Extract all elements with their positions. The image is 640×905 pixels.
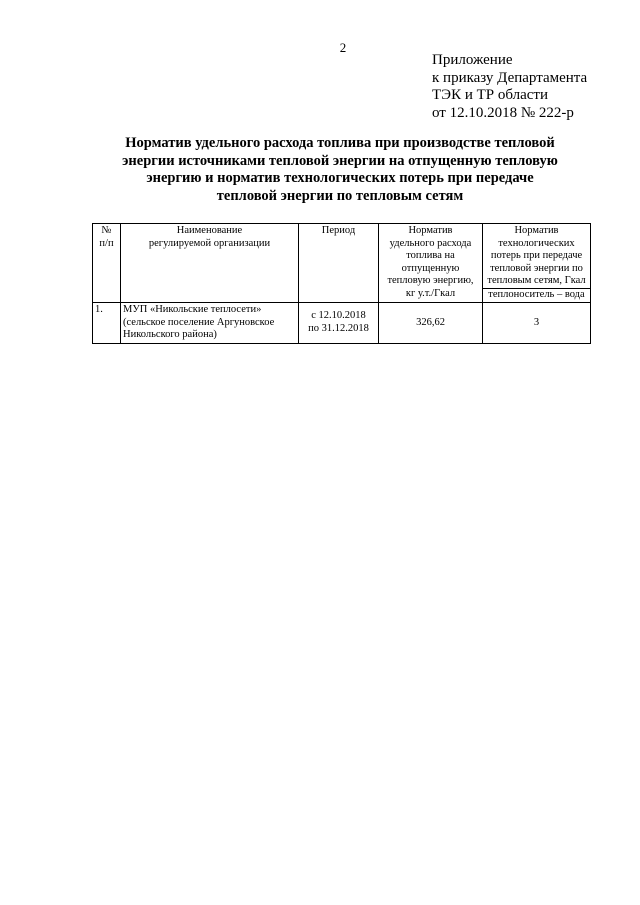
header-text: тепловым сетям, Гкал (487, 275, 586, 286)
appendix-block (432, 52, 587, 122)
header-losses-subheader: теплоноситель – вода (483, 288, 590, 302)
header-text: Норматив (514, 225, 559, 236)
header-text: тепловую энергию, (387, 275, 474, 286)
cell-num: 1. (93, 303, 121, 344)
header-organization (121, 224, 299, 303)
header-text: регулируемой организации (148, 237, 271, 249)
header-text: отпущенную (401, 262, 460, 274)
document-title (90, 135, 590, 205)
header-text: Норматив (408, 225, 453, 236)
header-losses-norm (483, 224, 591, 303)
header-text: кг у.т./Гкал (405, 287, 456, 299)
title-line: энергии источниками тепловой энергии на отпущенную тепловую (122, 152, 558, 169)
table-header-row (93, 224, 591, 303)
header-text: Период (321, 225, 356, 236)
header-period (299, 224, 379, 303)
norms-table (92, 223, 591, 344)
cell-text: с 12.10.2018 (311, 310, 366, 322)
header-text: потерь при передаче (490, 250, 583, 261)
header-fuel-norm (379, 224, 483, 303)
header-text: технологических (498, 237, 575, 249)
title-line: энергию и норматив технологических потерь при передаче (146, 170, 534, 186)
cell-text: Никольского района) (123, 329, 217, 340)
header-text: топлива на (406, 250, 455, 261)
cell-text: по 31.12.2018 (308, 322, 369, 334)
cell-period (299, 303, 379, 344)
cell-organization (121, 303, 299, 344)
header-text: п/п (99, 237, 114, 249)
appendix-line: к приказу Департамента (432, 69, 588, 86)
header-text: тепловой энергии по (490, 262, 583, 274)
header-num (93, 224, 121, 303)
title-line: тепловой энергии по тепловым сетям (216, 187, 464, 204)
table-row (93, 303, 591, 344)
cell-text: (сельское поселение Аргуновское (123, 316, 275, 328)
header-text: Наименование (176, 225, 243, 236)
appendix-line: ТЭК и ТР области (432, 87, 548, 103)
appendix-line: от 12.10.2018 № 222-р (432, 104, 574, 121)
appendix-line: Приложение (432, 52, 513, 68)
title-line: Норматив удельного расхода топлива при производстве тепловой (125, 135, 555, 151)
cell-fuel-norm: 326,62 (379, 303, 483, 344)
header-text: удельного расхода (389, 237, 472, 249)
cell-text: МУП «Никольские теплосети» (123, 304, 262, 315)
header-text: № (101, 225, 112, 236)
cell-losses-norm: 3 (483, 303, 591, 344)
page-number: 2 (339, 40, 347, 55)
